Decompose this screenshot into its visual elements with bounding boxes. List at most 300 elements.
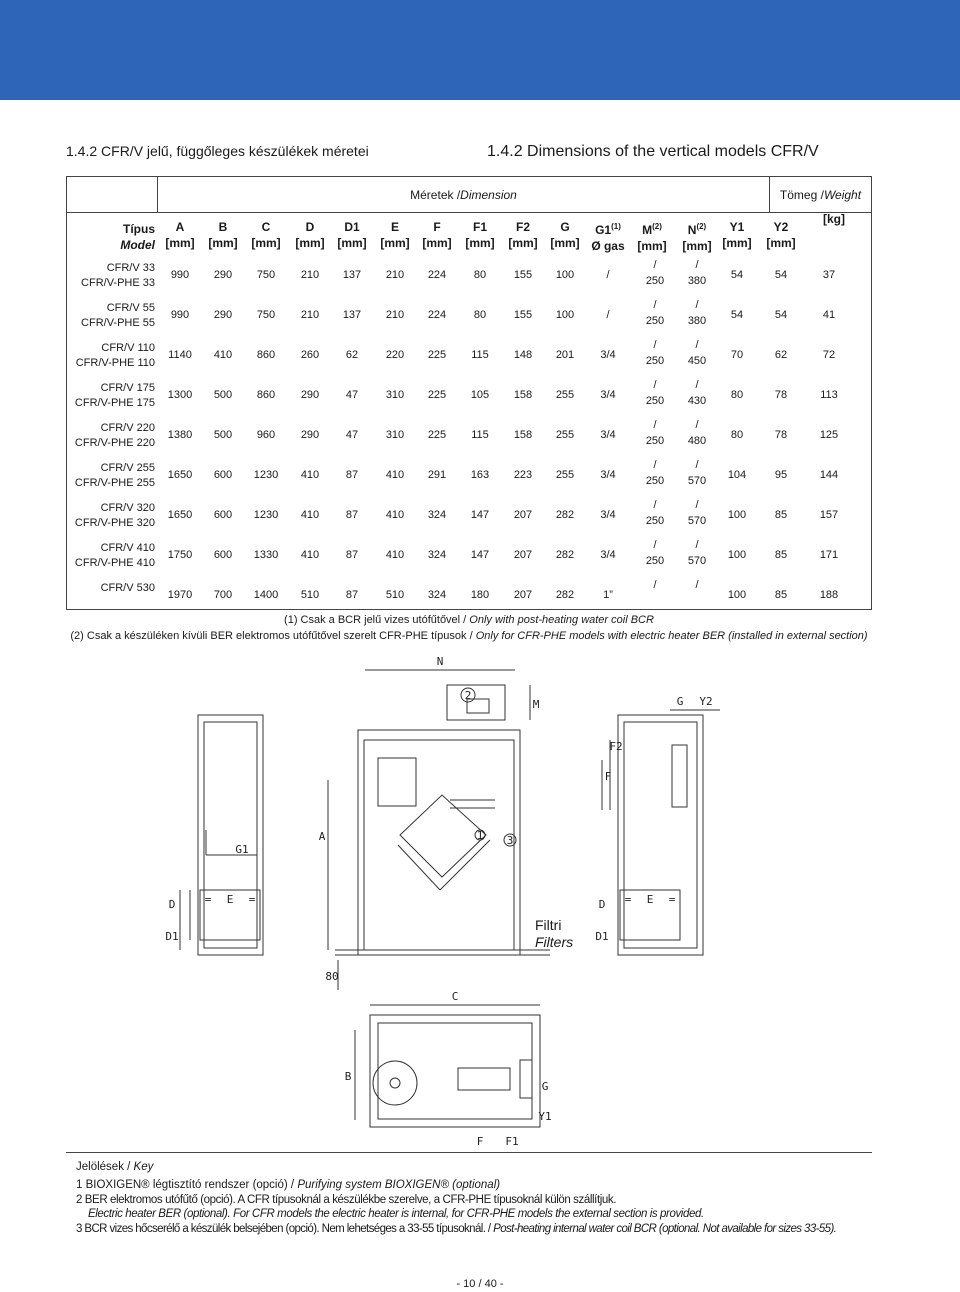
table-cell: 600	[213, 509, 233, 521]
table-cell-weight: 70	[730, 349, 744, 361]
label-f2: F2	[609, 740, 623, 753]
table-cell: 47	[345, 389, 359, 401]
table-cell-mn: /	[653, 259, 657, 271]
table-cell-mn: 250	[645, 315, 665, 327]
table-cell: 87	[345, 549, 359, 561]
table-cell: 324	[427, 549, 447, 561]
table-cell: 510	[385, 589, 405, 601]
footnote-2	[66, 630, 872, 642]
model-name: CFR/V 175	[100, 382, 155, 394]
table-cell-weight: 100	[727, 509, 747, 521]
type-label-hu: Típus	[123, 222, 155, 236]
column-header-unit: [kg]	[823, 212, 845, 226]
column-header-name: D1	[344, 220, 360, 234]
table-cell: 220	[385, 349, 405, 361]
table-cell: 3/4	[600, 389, 616, 401]
table-cell-mn: /	[653, 339, 657, 351]
column-header-name: F1	[472, 220, 487, 234]
footnote-2-hu: (2) Csak a készüléken kívüli BER elektromos utófűtővel szerelt CFR-PHE típusok /	[70, 630, 476, 642]
column-header-unit: [mm]	[722, 236, 752, 250]
column-header-name: A	[175, 220, 185, 234]
column-header-name: B	[218, 220, 228, 234]
title-english: 1.4.2 Dimensions of the vertical models CFR/V	[487, 143, 819, 160]
column-header-unit: [mm]	[550, 236, 580, 250]
plan-connection	[520, 1060, 532, 1098]
column-header-sup: (2)	[696, 222, 707, 231]
label-e-right: E	[646, 893, 654, 906]
table-cell: 410	[385, 549, 405, 561]
type-label-en: Model	[120, 238, 155, 252]
column-header	[586, 219, 630, 255]
column-header-name: D	[305, 220, 315, 234]
table-cell-mn: /	[653, 539, 657, 551]
table-cell-weight: 188	[819, 589, 839, 601]
column-header-unit: [mm]	[682, 239, 712, 253]
table-cell: 290	[213, 269, 233, 281]
column-header-unit: [mm]	[165, 236, 195, 250]
key-line-1-hu: 1 BIOXIGEN® légtisztító rendszer (opció) /	[76, 1179, 298, 1191]
table-cell: 282	[555, 509, 575, 521]
table-cell: 210	[385, 269, 405, 281]
label-b: B	[344, 1070, 352, 1083]
label-e-left: E	[226, 893, 234, 906]
model-name: CFR/V-PHE 410	[74, 557, 155, 569]
table-cell: 155	[513, 309, 533, 321]
section-weight	[770, 177, 871, 213]
front-view-body	[358, 730, 520, 955]
table-cell: 990	[170, 309, 190, 321]
side-view-right-inner	[624, 722, 697, 948]
column-header-name: C	[261, 220, 271, 234]
section-weight-hu: Tömeg /	[779, 188, 824, 202]
table-cell-mn: 380	[687, 315, 707, 327]
column-header-name: F2	[515, 220, 530, 234]
table-row-model	[67, 501, 155, 531]
footnote-1-hu: (1) Csak a BCR jelű vizes utófűtővel /	[284, 614, 470, 626]
table-row-model	[67, 421, 155, 451]
table-cell: 201	[555, 349, 575, 361]
key-line-1-en: Purifying system BIOXIGEN® (optional)	[297, 1179, 501, 1191]
table-cell-weight: 125	[819, 429, 839, 441]
table-cell-mn: /	[653, 499, 657, 511]
table-cell-mn: 250	[645, 355, 665, 367]
table-cell: 62	[345, 349, 359, 361]
table-cell-weight: 171	[819, 549, 839, 561]
table-cell: 3/4	[600, 549, 616, 561]
column-header	[158, 219, 202, 255]
table-row-model	[67, 381, 155, 411]
key-title-hu: Jelölések /	[76, 1161, 134, 1173]
table-cell-mn: /	[695, 379, 699, 391]
table-cell-weight: 100	[727, 549, 747, 561]
table-cell: 324	[427, 589, 447, 601]
key-line-1	[76, 1179, 500, 1191]
model-name: CFR/V-PHE 110	[75, 357, 155, 369]
table-cell: 100	[555, 269, 575, 281]
table-cell: /	[606, 309, 610, 321]
column-header-name: G	[560, 220, 570, 234]
label-g: G	[676, 695, 684, 708]
column-header-unit: [mm]	[766, 236, 796, 250]
table-cell: 87	[345, 589, 359, 601]
table-cell-weight: 41	[822, 309, 836, 321]
table-cell-weight: 80	[730, 429, 744, 441]
table-cell: 115	[471, 349, 489, 361]
table-cell-mn: 250	[645, 475, 665, 487]
table-cell: 1230	[253, 469, 279, 481]
table-cell: 282	[555, 589, 575, 601]
table-cell: 210	[385, 309, 405, 321]
table-cell: 225	[427, 349, 447, 361]
table-cell: 3/4	[600, 509, 616, 521]
page-number: - 10 / 40 -	[456, 1278, 504, 1290]
table-cell-weight: 54	[774, 309, 788, 321]
table-cell: 290	[213, 309, 233, 321]
model-name: CFR/V-PHE 255	[74, 477, 155, 489]
table-cell-mn: /	[653, 379, 657, 391]
label-n: N	[436, 655, 444, 668]
label-eighty: 80	[325, 970, 339, 983]
type-header	[67, 221, 155, 253]
table-cell-mn: /	[695, 339, 699, 351]
model-name: CFR/V-PHE 55	[81, 317, 155, 329]
table-cell-mn: 450	[687, 355, 707, 367]
key-line-3	[76, 1223, 836, 1235]
table-cell: 260	[300, 349, 320, 361]
table-cell: 860	[256, 349, 276, 361]
table-cell-weight: 157	[819, 509, 839, 521]
table-cell: 410	[300, 549, 320, 561]
table-cell: 147	[470, 509, 490, 521]
table-cell: 700	[213, 589, 233, 601]
column-header	[715, 219, 759, 255]
table-cell: 1300	[167, 389, 193, 401]
table-cell: 210	[300, 309, 320, 321]
table-cell-weight: 113	[820, 389, 838, 401]
label-y2: Y2	[699, 695, 713, 708]
table-cell: 1380	[167, 429, 193, 441]
table-cell-weight: 95	[774, 469, 788, 481]
footnote-2-en: Only for CFR-PHE models with electric heater BER (installed in external section)	[475, 630, 868, 642]
column-header-unit: [mm]	[295, 236, 325, 250]
section-weight-en: Weight	[823, 188, 862, 202]
front-panel-left	[378, 758, 416, 806]
dimension-table	[66, 176, 872, 610]
column-header-name: G1	[595, 223, 612, 237]
filter-right	[440, 840, 490, 890]
table-cell: 1330	[253, 549, 279, 561]
column-header	[458, 219, 502, 255]
key-title-en: Key	[133, 1161, 154, 1173]
table-cell: 860	[256, 389, 276, 401]
footnote-1-en: Only with post-heating water coil BCR	[469, 614, 654, 626]
table-cell-weight: 54	[730, 309, 744, 321]
table-row-model	[67, 541, 155, 571]
table-cell: 207	[513, 589, 533, 601]
label-f1: F1	[505, 1135, 519, 1148]
model-name: CFR/V 320	[100, 502, 155, 514]
column-header-name: Y1	[729, 220, 745, 234]
table-cell: 410	[213, 349, 233, 361]
column-header	[675, 219, 719, 255]
table-cell-mn: /	[653, 579, 657, 591]
column-header-sup: (2)	[652, 222, 662, 231]
table-cell: 148	[513, 349, 533, 361]
side-view-left-body	[198, 715, 263, 955]
table-cell: 3/4	[600, 349, 616, 361]
column-header	[415, 219, 459, 255]
column-header-name: E	[390, 220, 399, 234]
model-name: CFR/V-PHE 320	[74, 517, 155, 529]
table-cell: 410	[300, 469, 320, 481]
table-cell: 225	[427, 429, 447, 441]
side-panel-grille	[672, 745, 687, 807]
table-cell: 47	[345, 429, 359, 441]
table-cell-weight: 144	[819, 469, 839, 481]
column-header-name: Y2	[773, 220, 789, 234]
model-name: CFR/V 530	[100, 582, 155, 594]
table-cell-weight: 37	[822, 269, 836, 281]
table-cell-weight: 80	[730, 389, 744, 401]
table-row-model	[67, 581, 155, 596]
top-color-bar	[0, 0, 960, 100]
table-cell-weight: 54	[730, 269, 744, 281]
table-cell: /	[606, 269, 610, 281]
table-cell: 1970	[167, 589, 193, 601]
label-eq-3: =	[624, 893, 632, 906]
column-header-name: M	[642, 223, 653, 237]
table-cell: 1140	[168, 349, 192, 361]
column-header-name: N	[687, 223, 697, 237]
side-view-right-body	[618, 715, 703, 955]
column-header-unit: [mm]	[508, 236, 538, 250]
filter-label-en: Filters	[535, 934, 574, 950]
table-cell: 137	[342, 309, 362, 321]
table-cell: 960	[256, 429, 276, 441]
table-cell: 500	[213, 429, 233, 441]
column-header-unit: [mm]	[637, 239, 667, 253]
column-header-unit: [mm]	[208, 236, 238, 250]
table-cell: 147	[470, 549, 490, 561]
column-header-sup: (1)	[611, 222, 621, 231]
table-cell: 87	[345, 509, 359, 521]
table-cell: 1”	[603, 589, 613, 601]
table-row-model	[67, 301, 155, 331]
table-cell: 3/4	[600, 429, 616, 441]
table-cell-mn: 250	[645, 435, 665, 447]
model-name: CFR/V 55	[106, 302, 155, 314]
table-cell-mn: 250	[645, 275, 665, 287]
column-header-unit: [mm]	[251, 236, 281, 250]
model-name: CFR/V 255	[100, 462, 155, 474]
fan-circle	[373, 1061, 417, 1105]
column-header-name: F	[433, 220, 441, 234]
model-name: CFR/V 110	[101, 342, 155, 354]
table-cell: 324	[427, 509, 447, 521]
table-cell-mn: 250	[645, 515, 665, 527]
model-name: CFR/V 220	[100, 422, 155, 434]
table-cell: 115	[471, 429, 489, 441]
table-cell: 750	[256, 269, 276, 281]
table-cell: 255	[555, 429, 575, 441]
label-d1-right: D1	[595, 930, 609, 943]
table-cell: 255	[555, 469, 575, 481]
table-cell-mn: 570	[687, 475, 707, 487]
table-cell: 291	[427, 469, 447, 481]
label-a: A	[318, 830, 326, 843]
section-header-row	[67, 177, 871, 213]
label-f-plan: F	[476, 1135, 484, 1148]
plan-outlet	[458, 1068, 510, 1090]
table-cell-mn: /	[653, 419, 657, 431]
table-cell: 87	[345, 469, 359, 481]
label-eq-4: =	[668, 893, 676, 906]
column-header	[244, 219, 288, 255]
table-cell: 310	[385, 389, 405, 401]
model-name: CFR/V-PHE 33	[81, 277, 155, 289]
table-cell: 137	[342, 269, 362, 281]
column-header	[288, 219, 332, 255]
table-cell-weight: 100	[727, 589, 747, 601]
filter-left	[398, 845, 440, 890]
column-header	[201, 219, 245, 255]
table-cell: 158	[513, 429, 533, 441]
label-d-right: D	[598, 898, 606, 911]
table-cell-weight: 72	[822, 349, 836, 361]
key-line-3-en: Post-heating internal water coil BCR (optional. Not available for sizes 33-55).	[493, 1223, 837, 1235]
table-cell: 1750	[167, 549, 193, 561]
table-cell: 1230	[253, 509, 279, 521]
table-cell: 80	[473, 309, 487, 321]
column-header	[330, 219, 374, 255]
table-cell: 990	[170, 269, 190, 281]
key-line-2-en: Electric heater BER (optional). For CFR models the electric heater is internal, for CFR-PHE models the external section is provided.	[88, 1208, 704, 1220]
model-name: CFR/V 410	[100, 542, 155, 554]
table-cell-weight: 104	[727, 469, 747, 481]
table-cell: 750	[256, 309, 276, 321]
table-row-model	[67, 461, 155, 491]
section-dimension-en: Dimension	[460, 188, 517, 202]
label-one: 1	[476, 829, 484, 842]
table-cell: 207	[513, 509, 533, 521]
table-cell-weight: 85	[774, 589, 788, 601]
table-cell: 410	[300, 509, 320, 521]
key-line-2-hu: 2 BER elektromos utófűtő (opció). A CFR típusoknál a készülékbe szerelve, a CFR-PHE típusoknál külön szállítjuk.	[76, 1194, 617, 1206]
table-cell-weight: 85	[774, 549, 788, 561]
column-header	[759, 219, 803, 255]
model-name: CFR/V-PHE 220	[74, 437, 155, 449]
table-cell-mn: /	[695, 419, 699, 431]
table-cell: 100	[555, 309, 575, 321]
table-cell: 163	[470, 469, 490, 481]
model-name: CFR/V 33	[106, 262, 155, 274]
table-cell-mn: /	[653, 459, 657, 471]
label-c: C	[451, 990, 459, 1003]
label-three: 3	[506, 834, 514, 847]
side-view-left-inner	[204, 722, 257, 948]
column-header	[630, 219, 674, 255]
table-row-model	[67, 341, 155, 371]
table-cell: 290	[300, 429, 320, 441]
table-cell: 500	[213, 389, 233, 401]
plan-view-body	[370, 1015, 540, 1127]
table-cell-mn: 250	[645, 395, 665, 407]
table-cell-weight: 54	[774, 269, 788, 281]
table-cell-mn: 480	[687, 435, 707, 447]
key-line-3-hu: 3 BCR vizes hőcserélő a készülék belsejében (opció). Nem lehetséges a 33-55 típusoknál. /	[76, 1223, 494, 1235]
table-cell-mn: /	[695, 579, 699, 591]
table-cell: 180	[470, 589, 490, 601]
table-cell-mn: 380	[687, 275, 707, 287]
table-cell-mn: 250	[645, 555, 665, 567]
table-cell-weight: 78	[774, 429, 788, 441]
section-dimension-hu: Méretek /	[410, 188, 461, 202]
table-cell: 282	[555, 549, 575, 561]
table-cell-mn: /	[695, 499, 699, 511]
label-eq-1: =	[204, 893, 212, 906]
table-cell: 310	[385, 429, 405, 441]
table-cell-mn: /	[695, 459, 699, 471]
table-cell: 1400	[253, 589, 279, 601]
table-cell: 225	[427, 389, 447, 401]
column-header-unit: [mm]	[422, 236, 452, 250]
label-m: M	[532, 698, 540, 711]
column-header	[543, 219, 587, 255]
label-f: F	[604, 770, 612, 783]
table-cell: 224	[427, 309, 447, 321]
table-cell: 80	[473, 269, 487, 281]
table-cell: 410	[385, 469, 405, 481]
table-cell: 207	[513, 549, 533, 561]
front-view-inner	[364, 740, 514, 950]
label-y1: Y1	[538, 1110, 552, 1123]
heater-box	[447, 685, 505, 720]
table-cell: 1650	[167, 469, 193, 481]
section-dimension	[157, 177, 770, 213]
table-cell-mn: 430	[687, 395, 707, 407]
label-two: 2	[464, 689, 472, 702]
table-cell-mn: /	[653, 299, 657, 311]
table-cell-weight: 78	[774, 389, 788, 401]
model-name: CFR/V-PHE 175	[74, 397, 155, 409]
label-g1: G1	[235, 843, 249, 856]
label-d: D	[168, 898, 176, 911]
table-cell-weight: 85	[774, 509, 788, 521]
table-cell-mn: /	[695, 539, 699, 551]
table-cell: 1650	[167, 509, 193, 521]
table-cell: 255	[555, 389, 575, 401]
column-header	[804, 212, 864, 255]
technical-drawing	[150, 650, 750, 1150]
table-cell: 210	[300, 269, 320, 281]
filter-label	[535, 917, 573, 951]
column-header-unit: [mm]	[465, 236, 495, 250]
table-cell-mn: 570	[687, 555, 707, 567]
key-title	[76, 1161, 153, 1173]
label-eq-2: =	[248, 893, 256, 906]
table-cell: 105	[470, 389, 490, 401]
table-cell: 410	[385, 509, 405, 521]
key-section	[66, 1152, 872, 1242]
table-row-model	[67, 261, 155, 291]
heat-exchanger	[400, 795, 486, 877]
label-g-plan: G	[541, 1080, 549, 1093]
table-cell: 223	[513, 469, 533, 481]
table-cell: 224	[427, 269, 447, 281]
table-cell: 600	[213, 469, 233, 481]
column-header-unit: [mm]	[337, 236, 367, 250]
footnote-1	[66, 614, 872, 626]
